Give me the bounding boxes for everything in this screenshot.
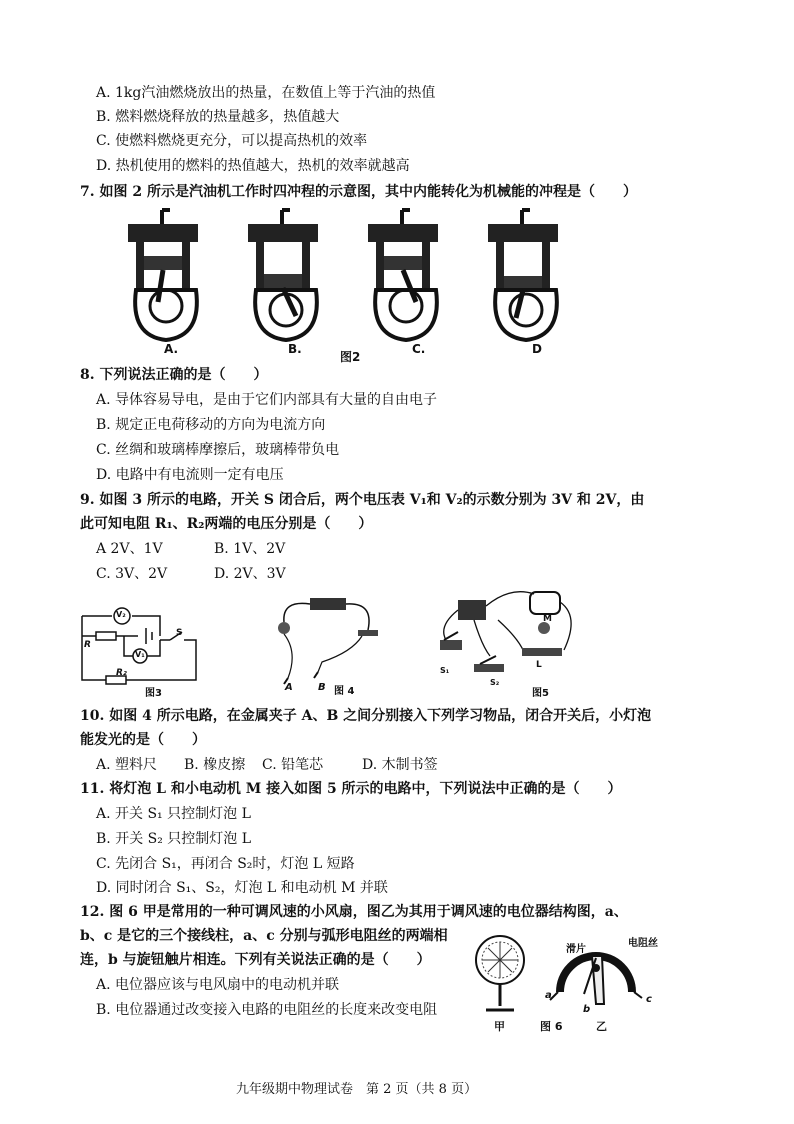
q10-option-d: D. 木制书签	[362, 757, 438, 773]
figure3-r2-label: R₂	[116, 668, 127, 678]
engine-label-a: A.	[164, 342, 179, 356]
engine-stroke-figures	[120, 206, 590, 346]
q9-option-a: A 2V、1V	[96, 541, 163, 557]
figure2-caption: 图2	[340, 350, 361, 364]
figure3-caption: 图3	[145, 688, 162, 699]
q11-option-a: A. 开关 S₁ 只控制灯泡 L	[96, 806, 251, 822]
engine-label-b: B.	[288, 342, 302, 356]
engine-a-icon	[128, 210, 198, 340]
q6-option-a: A. 1kg汽油燃烧放出的热量，在数值上等于汽油的热值	[96, 85, 436, 101]
figure4-circuit-diagram	[262, 592, 392, 688]
engine-label-c: C.	[412, 342, 426, 356]
q9-option-b: B. 1V、2V	[214, 541, 286, 557]
q8-option-a: A. 导体容易导电，是由于它们内部具有大量的自由电子	[96, 392, 438, 408]
figure6-b-label: b	[583, 1004, 591, 1015]
figure5-s2-label: S₂	[490, 678, 500, 687]
q11-stem: 11. 将灯泡 L 和小电动机 M 接入如图 5 所示的电路中，下列说法中正确的是（ ）	[80, 781, 622, 797]
engine-c-icon	[368, 210, 438, 340]
q8-option-b: B. 规定正电荷移动的方向为电流方向	[96, 417, 326, 433]
figure3-v1-label: V₁	[135, 650, 145, 659]
q9-option-c: C. 3V、2V	[96, 566, 168, 582]
figure5-s1-label: S₁	[440, 666, 450, 675]
q7-stem: 7. 如图 2 所示是汽油机工作时四冲程的示意图，其中内能转化为机械能的冲程是（ ）	[80, 184, 637, 200]
q11-option-d: D. 同时闭合 S₁、S₂，灯泡 L 和电动机 M 并联	[96, 880, 388, 896]
figure6-wire-label: 电阻丝	[628, 938, 658, 949]
q12-option-a: A. 电位器应该与电风扇中的电动机并联	[96, 977, 340, 993]
engine-label-d: D	[532, 342, 542, 356]
figure5-l-label: L	[536, 660, 542, 670]
figure4-caption: 图 4	[334, 686, 355, 697]
q10-stem-line1: 10. 如图 4 所示电路，在金属夹子 A、B 之间分别接入下列学习物品，闭合开关后，小灯泡	[80, 708, 652, 724]
q10-option-c: C. 铅笔芯	[262, 757, 324, 773]
figure5-m-label: M	[543, 614, 552, 624]
q12-stem-line1: 12. 图 6 甲是常用的一种可调风速的小风扇，图乙为其用于调风速的电位器结构图，a、	[80, 904, 628, 920]
figure3-v2-label: V₂	[116, 610, 126, 619]
figure6-c-label: c	[646, 994, 652, 1005]
q8-option-c: C. 丝绸和玻璃棒摩擦后，玻璃棒带负电	[96, 442, 340, 458]
q10-option-a: A. 塑料尺	[96, 757, 158, 773]
q6-option-d: D. 热机使用的燃料的热值越大，热机的效率就越高	[96, 158, 410, 174]
figure5-caption: 图5	[532, 688, 549, 699]
figure6-a-label: a	[545, 990, 552, 1001]
q9-stem-line1: 9. 如图 3 所示的电路，开关 S 闭合后，两个电压表 V₁和 V₂的示数分别为 3V 和 2V，由	[80, 492, 645, 508]
q12-stem-line2: b、c 是它的三个接线柱，a、c 分别与弧形电阻丝的两端相	[80, 928, 448, 944]
figure4-a-label: A	[285, 682, 293, 693]
figure3-circuit-diagram	[76, 588, 206, 698]
q11-option-b: B. 开关 S₂ 只控制灯泡 L	[96, 831, 252, 847]
q9-stem-line2: 此可知电阻 R₁、R₂两端的电压分别是（ ）	[80, 516, 373, 532]
q11-option-c: C. 先闭合 S₁，再闭合 S₂时，灯泡 L 短路	[96, 856, 355, 872]
figure4-b-label: B	[318, 682, 326, 693]
q8-stem: 8. 下列说法正确的是（ ）	[80, 367, 268, 383]
figure5-circuit-diagram	[434, 586, 580, 690]
q10-stem-line2: 能发光的是（ ）	[80, 732, 206, 748]
q9-option-d: D. 2V、3V	[214, 566, 286, 582]
figure6-jia-label: 甲	[494, 1020, 505, 1033]
figure3-r-label: R	[84, 640, 91, 650]
figure6-yi-label: 乙	[596, 1020, 607, 1033]
engine-d-icon	[488, 210, 558, 340]
q12-stem-line3: 连，b 与旋钮触片相连。下列有关说法正确的是（ ）	[80, 952, 431, 968]
q10-option-b: B. 橡皮擦	[184, 757, 246, 773]
engine-b-icon	[248, 210, 318, 340]
page-footer: 九年级期中物理试卷 第 2 页（共 8 页）	[236, 1082, 478, 1097]
figure3-s-label: S	[176, 628, 183, 638]
figure6-slider-label: 滑片	[566, 944, 586, 955]
q6-option-b: B. 燃料燃烧释放的热量越多，热值越大	[96, 109, 340, 125]
fan-icon	[476, 936, 524, 1010]
potentiometer-icon	[550, 956, 642, 1004]
q6-option-c: C. 使燃料燃烧更充分，可以提高热机的效率	[96, 133, 368, 149]
q8-option-d: D. 电路中有电流则一定有电压	[96, 467, 284, 483]
q12-option-b: B. 电位器通过改变接入电路的电阻丝的长度来改变电阻	[96, 1002, 438, 1018]
figure6-caption: 图 6	[540, 1020, 563, 1033]
